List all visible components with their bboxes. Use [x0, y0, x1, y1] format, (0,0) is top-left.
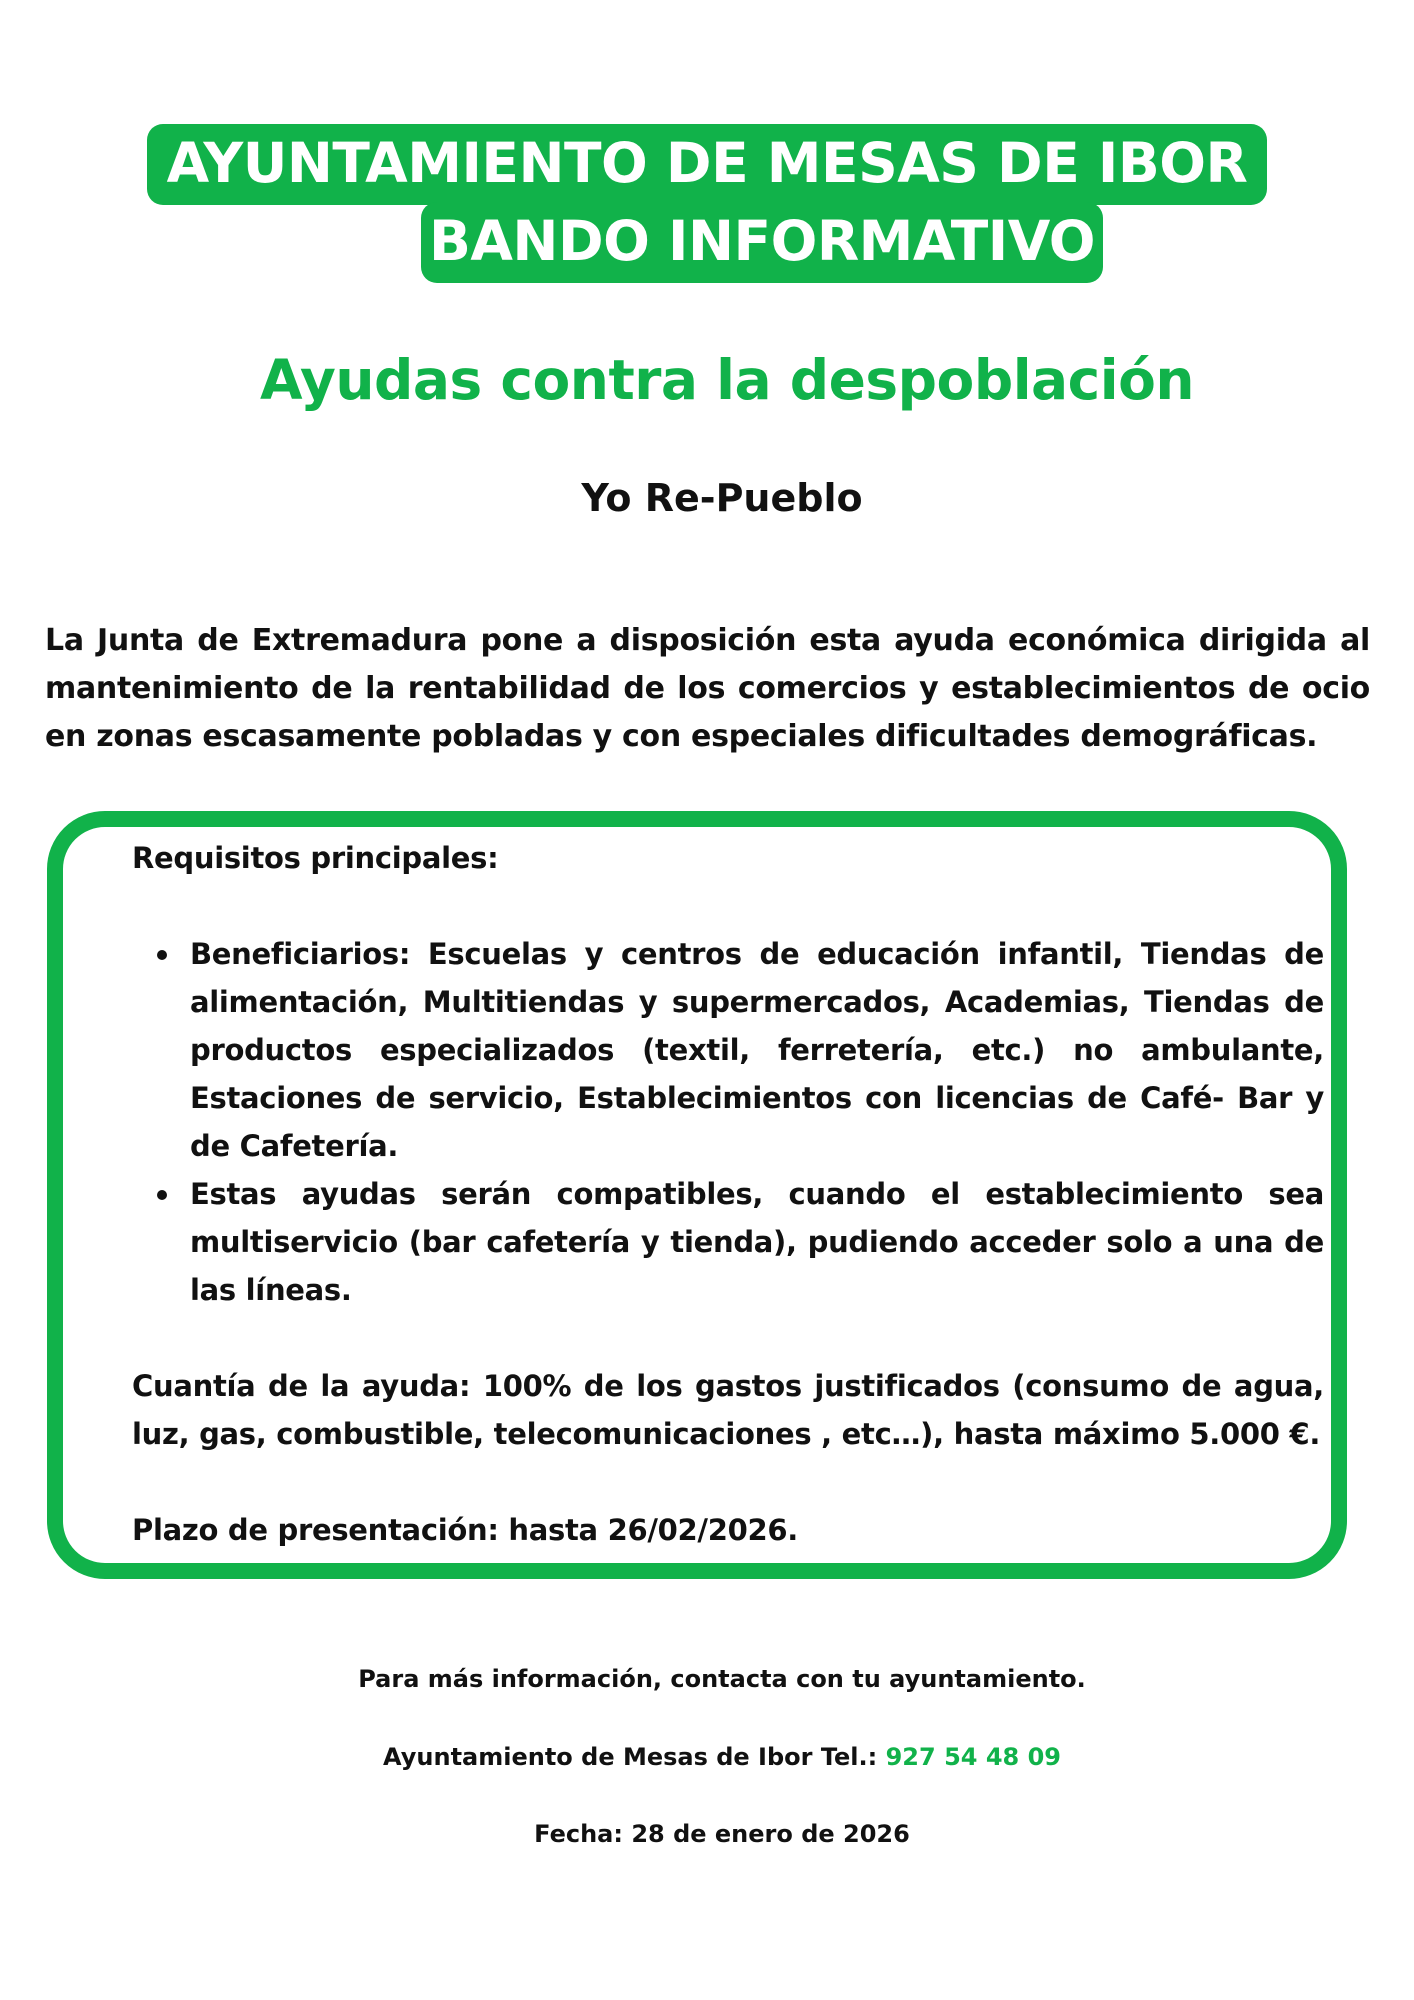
requirements-heading: Requisitos principales:: [132, 841, 499, 875]
deadline: Plazo de presentación: hasta 26/02/2026.: [132, 1513, 798, 1547]
list-item: [190, 930, 1324, 1170]
intro-paragraph: La Junta de Extremadura pone a disposición esta ayuda económica dirigida al mantenimiento de la rentabilidad de los comercios y establecimientos de ocio en zonas escasamente pobladas y con especiales dificultades demográficas.: [45, 623, 1370, 754]
contact-label: Ayuntamiento de Mesas de Ibor Tel.:: [383, 1743, 886, 1771]
header-banner-line1: [0, 124, 1414, 205]
list-item: [190, 1170, 1324, 1314]
bullet-text-compatibility: Estas ayudas serán compatibles, cuando el establecimiento sea multiservicio (bar cafetería y tienda), pudiendo acceder solo a una de las líneas.: [190, 1177, 1324, 1307]
header-subtitle: BANDO INFORMATIVO: [421, 202, 1103, 283]
document-date: Fecha: 28 de enero de 2026: [534, 1820, 910, 1848]
contact-line: [0, 1743, 1414, 1771]
header-title: AYUNTAMIENTO DE MESAS DE IBOR: [147, 124, 1268, 205]
requirements-content: [132, 834, 1324, 1554]
bullet-icon: [157, 950, 167, 960]
phone-number: 927 54 48 09: [885, 1743, 1061, 1771]
program-name: Yo Re-Pueblo: [581, 476, 863, 520]
page-title: Ayudas contra la despoblación: [259, 348, 1195, 412]
requirements-list: [132, 930, 1324, 1314]
bullet-icon: [157, 1190, 167, 1200]
info-note: Para más información, contacta con tu ayuntamiento.: [358, 1665, 1086, 1693]
bullet-text-beneficiaries: Beneficiarios: Escuelas y centros de educación infantil, Tiendas de alimentación, Multitiendas y supermercados, Academias, Tiendas de productos especializados (textil, ferretería, etc.) no ambulante, Estaciones de servicio, Establecimientos con licencias de Café- Bar y de Cafetería.: [190, 937, 1324, 1163]
header-banner-line2: [55, 202, 1414, 283]
aid-amount: Cuantía de la ayuda: 100% de los gastos justificados (consumo de agua, luz, gas, combustible, telecomunicaciones , etc…), hasta máximo 5.000 €.: [132, 1369, 1324, 1451]
